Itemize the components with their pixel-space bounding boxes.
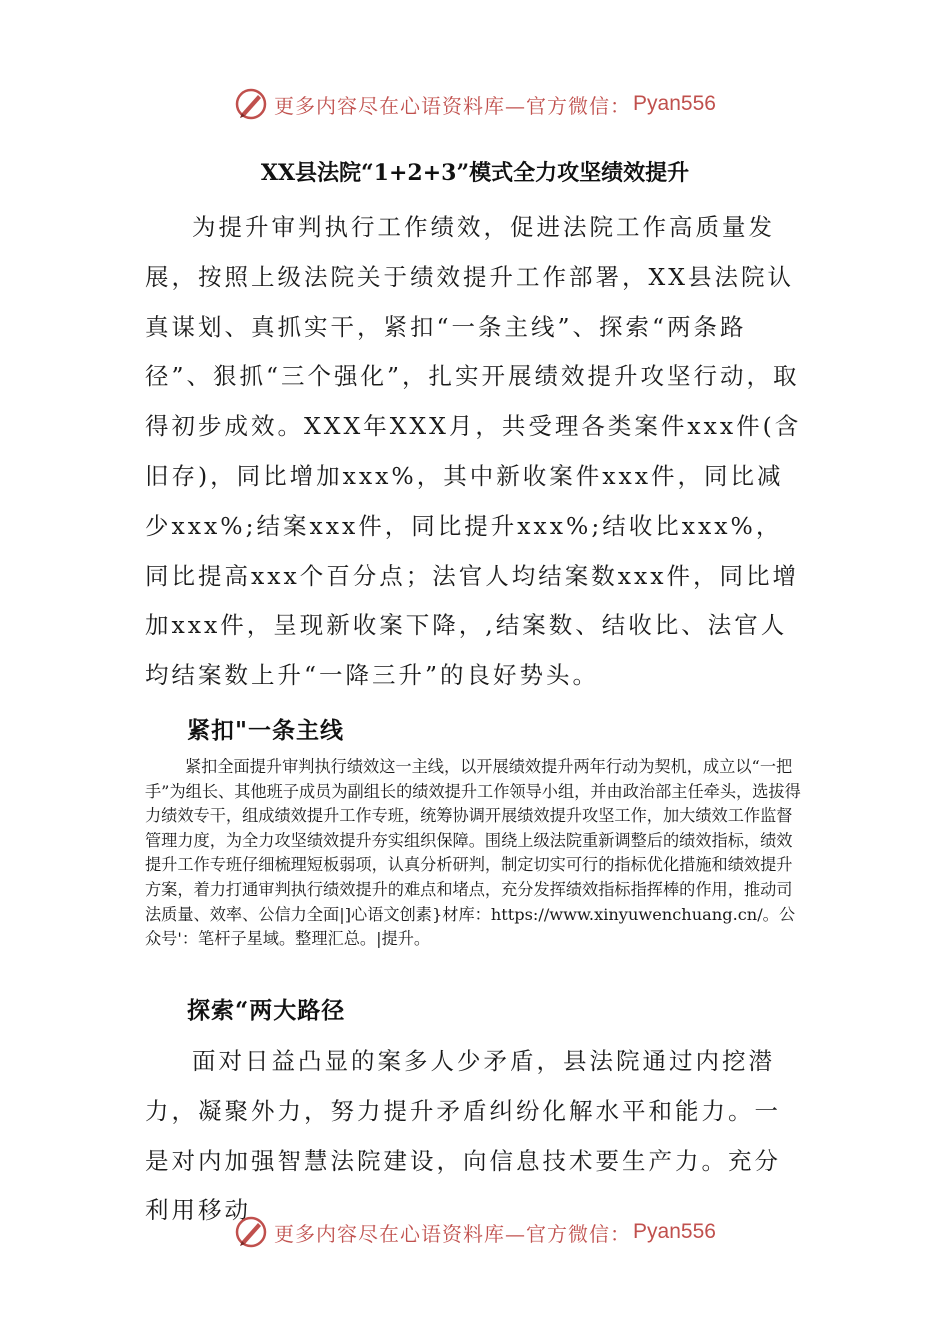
watermark-id: Pyan556 bbox=[633, 92, 716, 115]
pen-circle-logo-icon bbox=[234, 87, 268, 121]
watermark-header bbox=[0, 84, 950, 124]
pen-circle-logo-icon bbox=[234, 1215, 268, 1249]
section-heading-two-paths: 探索“两大路径 bbox=[187, 997, 346, 1024]
section-two-paths-paragraph: 面对日益凸显的案多人少矛盾，县法院通过内挖潜力，凝聚外力，努力提升矛盾纠纷化解水平和能力。一是对内加强智慧法院建设，向信息技术要生产力。充分利用移动 bbox=[145, 1047, 781, 1225]
watermark-id: Pyan556 bbox=[633, 1220, 716, 1243]
watermark-text: 更多内容尽在心语资料库—官方微信： bbox=[274, 1221, 632, 1246]
document-title: XX县法院“1+2+3”模式全力攻坚绩效提升 bbox=[260, 160, 690, 186]
watermark-text: 更多内容尽在心语资料库—官方微信： bbox=[274, 93, 632, 118]
intro-paragraph: 为提升审判执行工作绩效，促进法院工作高质量发展，按照上级法院关于绩效提升工作部署，XX县法院认真谋划、真抓实干，紧扣“一条主线”、探索“两条路径”、狠抓“三个强化”，扎实开展绩效提升攻坚行动，取得初步成效。XXX年XXX月，共受理各类案件xxx件(含旧存)，同比增加xxx%，其中新收案件xxx件，同比减少xxx%;结案xxx件，同比提升xxx%;结收比xxx%，同比提高xxx个百分点；法官人均结案数xxx件，同比增加xxx件，呈现新收案下降，,结案数、结收比、法官人均结案数上升“一降三升”的良好势头。 bbox=[145, 213, 802, 690]
watermark-footer bbox=[0, 1212, 950, 1252]
section-heading-main-line: 紧扣"一条主线 bbox=[187, 717, 344, 744]
section-main-line-paragraph: 紧扣全面提升审判执行绩效这一主线，以开展绩效提升两年行动为契机，成立以“一把手”为组长、其他班子成员为副组长的绩效提升工作领导小组，并由政治部主任牵头，选拔得力绩效专干，组成绩效提升工作专班，统筹协调开展绩效提升攻坚工作，加大绩效工作监督管理力度，为全力攻坚绩效提升夯实组织保障。围绕上级法院重新调整后的绩效指标，绩效提升工作专班仔细梳理短板弱项，认真分析研判，制定切实可行的指标优化措施和绩效提升方案，着力打通审判执行绩效提升的难点和堵点，充分发挥绩效指标指挥棒的作用，推动司法质量、效率、公信力全面|]心语文创素}材库：https://www.xinyuwenchuang.cn/。公众号'：笔杆子星域。整理汇总。|提升。 bbox=[145, 757, 801, 949]
